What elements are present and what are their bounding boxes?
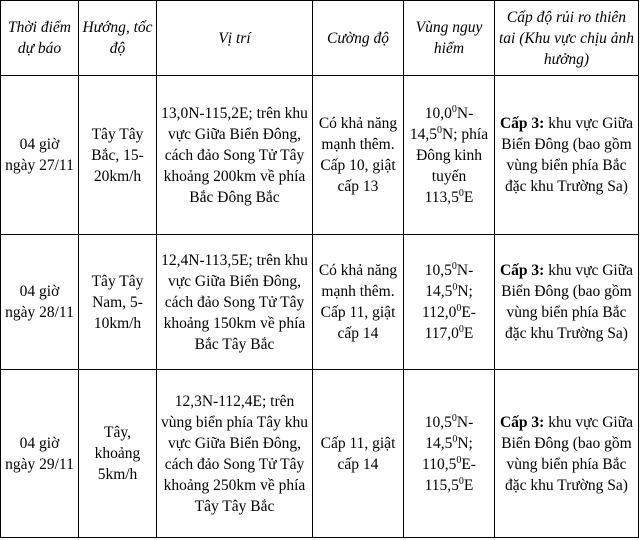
- cell-time: 04 giờ ngày 29/11: [1, 370, 79, 538]
- risk-level-label: Cấp 3:: [499, 413, 545, 431]
- header-direction: Hướng, tốc độ: [79, 1, 157, 76]
- danger-part: 10,5: [424, 413, 452, 431]
- degree-mark: 0: [451, 261, 457, 273]
- degree-mark: 0: [458, 187, 464, 199]
- danger-part: E: [463, 188, 474, 206]
- danger-part: 10,5: [424, 262, 452, 280]
- degree-mark: 0: [458, 475, 464, 487]
- cell-position: 12,4N-113,5E; trên khu vực Giữa Biển Đông, cách đảo Song Tử Tây khoảng 150km về phía Bắc Tây Bắc: [157, 235, 313, 370]
- cell-danger-zone: [404, 235, 495, 370]
- degree-mark: 0: [452, 433, 458, 445]
- cell-danger-zone: [404, 370, 495, 538]
- cell-intensity: Cấp 11, giật cấp 14: [313, 370, 404, 538]
- cell-direction: Tây Tây Bắc, 15-20km/h: [79, 76, 157, 235]
- risk-level-label: Cấp 3:: [499, 262, 545, 280]
- danger-part: E: [463, 476, 474, 494]
- table-row: [1, 235, 639, 370]
- cell-time: 04 giờ ngày 28/11: [1, 235, 79, 370]
- cell-intensity: Có khả năng mạnh thêm. Cấp 11, giật cấp 14: [313, 235, 404, 370]
- degree-mark: 0: [451, 412, 457, 424]
- header-position: Vị trí: [157, 1, 313, 76]
- danger-part: E-117,0: [424, 304, 476, 343]
- danger-part: N; 110,5: [422, 434, 473, 473]
- table-row: [1, 76, 639, 235]
- danger-part: E: [463, 325, 474, 343]
- danger-part: N; phía Đông kinh tuyến 113,5: [416, 125, 489, 206]
- degree-mark: 0: [451, 103, 457, 115]
- degree-mark: 0: [456, 454, 462, 466]
- cell-risk: [495, 235, 639, 370]
- cell-risk: [495, 76, 639, 235]
- risk-area-text: khu vực Giữa Biển Đông (bao gồm vùng biển phía Bắc đặc khu Trường Sa): [501, 413, 634, 494]
- degree-mark: 0: [437, 124, 443, 136]
- danger-part: E-115,5: [424, 455, 476, 494]
- header-intensity: Cường độ: [313, 1, 404, 76]
- header-danger-zone: Vùng nguy hiểm: [404, 1, 495, 76]
- danger-part: 10,0: [424, 104, 452, 122]
- header-risk-level: Cấp độ rủi ro thiên tai (Khu vực chịu ảnh hưởng): [495, 1, 639, 76]
- cell-direction: Tây, khoảng 5km/h: [79, 370, 157, 538]
- risk-level-label: Cấp 3:: [499, 115, 545, 133]
- danger-part: N; 112,0: [422, 283, 473, 322]
- risk-area-text: khu vực Giữa Biển Đông (bao gồm vùng biển phía Bắc đặc khu Trường Sa): [501, 262, 634, 343]
- cell-risk: [495, 370, 639, 538]
- table-row: [1, 370, 639, 538]
- cell-position: 13,0N-115,2E; trên khu vực Giữa Biển Đông, cách đảo Song Tử Tây khoảng 200km về phía Bắc Đông Bắc: [157, 76, 313, 235]
- risk-area-text: khu vực Giữa Biển Đông (bao gồm vùng biển phía Bắc đặc khu Trường Sa): [501, 115, 634, 196]
- degree-mark: 0: [456, 303, 462, 315]
- cell-danger-zone: [404, 76, 495, 235]
- cell-time: 04 giờ ngày 27/11: [1, 76, 79, 235]
- cell-intensity: Có khả năng mạnh thêm. Cấp 10, giật cấp 13: [313, 76, 404, 235]
- cell-direction: Tây Tây Nam, 5-10km/h: [79, 235, 157, 370]
- degree-mark: 0: [458, 324, 464, 336]
- header-time: Thời điểm dự báo: [1, 1, 79, 76]
- degree-mark: 0: [452, 282, 458, 294]
- header-row: [1, 1, 639, 76]
- danger-part: N-14,5: [425, 413, 474, 452]
- danger-part: N-14,5: [425, 262, 474, 301]
- danger-part: N-14,5: [409, 104, 474, 143]
- cell-position: 12,3N-112,4E; trên vùng biển phía Tây khu vực Giữa Biển Đông, cách đảo Song Tử Tây khoảng 250km về phía Tây Tây Bắc: [157, 370, 313, 538]
